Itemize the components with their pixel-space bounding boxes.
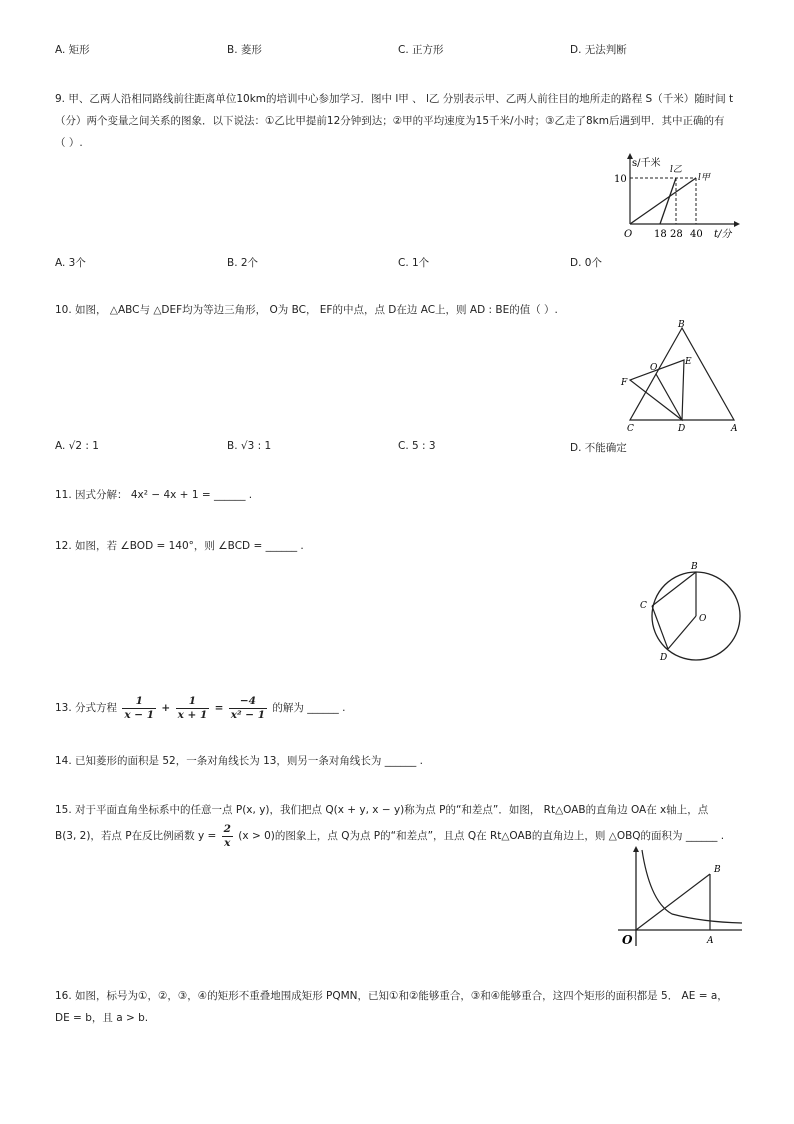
q9-line-1: 9. 甲、乙两人沿相同路线前往距离单位10km的培训中心参加学习．图中 l甲 、 l乙 分别表示甲、乙两人前往目的地所走的路程 S（千米）随时间 t xyxy=(55,93,734,105)
q9-option-c: C. 1个 xyxy=(398,257,430,269)
q9-y-tick: 10 xyxy=(614,174,627,185)
question-9 xyxy=(55,88,745,154)
q13-prefix: 13. 分式方程 xyxy=(55,702,118,714)
q8-option-b: B. 菱形 xyxy=(227,44,262,56)
q13-equals: = xyxy=(214,702,224,714)
q15-line-1: 15. 对于平面直角坐标系中的任意一点 P(x, y)，我们把点 Q(x + y, x − y)称为点 P的“和差点”．如图， Rt△OAB的直角边 OA在 x轴上，点 xyxy=(55,804,709,816)
q15-label-o: O xyxy=(622,933,633,947)
q10-option-c: C. 5 : 3 xyxy=(398,440,436,452)
q15-line-2b: (x > 0)的图象上，点 Q为点 P的“和差点”，且点 Q在 Rt△OAB的直角边上，则 △OBQ的面积为 ______ . xyxy=(238,830,725,842)
q14-text: 14. 已知菱形的面积是 52，一条对角线长为 13，则另一条对角线长为 ______ . xyxy=(55,755,423,767)
q9-option-a: A. 3个 xyxy=(55,257,86,269)
q9-option-d: D. 0个 xyxy=(570,257,602,269)
question-11 xyxy=(55,484,745,506)
q12-label-d: D xyxy=(660,653,668,663)
q9-x-label: t/分 xyxy=(714,229,732,240)
q10-label-d: D xyxy=(678,424,686,434)
q9-x-tick-28: 28 xyxy=(670,229,683,240)
q9-option-b: B. 2个 xyxy=(227,257,259,269)
q16-line-2: DE = b，且 a > b. xyxy=(55,1012,149,1024)
q10-label-e: E xyxy=(685,357,692,367)
q10-label-a: A xyxy=(731,424,738,434)
question-14 xyxy=(55,750,745,772)
q10-label-o: O xyxy=(650,363,658,373)
q10-label-c: C xyxy=(627,424,634,434)
q10-label-f: F xyxy=(621,378,628,388)
question-16 xyxy=(55,985,745,1029)
q10-option-b: B. √3 : 1 xyxy=(227,440,272,452)
q9-origin: O xyxy=(624,229,633,240)
question-15 xyxy=(55,799,745,851)
q9-distance-time-graph xyxy=(612,152,742,244)
q12-circle-figure xyxy=(634,558,744,664)
q12-label-b: B xyxy=(691,562,698,572)
q13-plus: + xyxy=(161,702,171,714)
question-13 xyxy=(55,690,745,726)
question-12 xyxy=(55,535,745,557)
q8-option-a: A. 矩形 xyxy=(55,44,90,56)
q15-label-a: A xyxy=(707,936,714,946)
q9-x-tick-18: 18 xyxy=(654,229,667,240)
q10-triangle-figure xyxy=(618,316,744,436)
q13-suffix: 的解为 ______ . xyxy=(272,702,346,714)
q15-coordinate-figure xyxy=(612,846,744,950)
q9-x-tick-40: 40 xyxy=(690,229,703,240)
q8-option-d: D. 无法判断 xyxy=(570,44,627,56)
q16-line-1: 16. 如图，标号为①，②，③，④的矩形不重叠地围成矩形 PQMN，已知①和②能够重合，③和④能够重合，这四个矩形的面积都是 5． AE = a， xyxy=(55,990,728,1002)
q10-label-b: B xyxy=(678,320,685,330)
q9-l-jia-label: l甲 xyxy=(698,173,710,183)
q9-line-2: （分）两个变量之间关系的图象．以下说法：①乙比甲提前12分钟到达；②甲的平均速度为15千米/小时；③乙走了8km后遇到甲．其中正确的有 xyxy=(55,115,725,127)
q13-fraction-1: $\frac{1}{x - 1}$ xyxy=(124,694,155,721)
q11-text: 11. 因式分解： 4x² − 4x + 1 = ______ . xyxy=(55,489,253,501)
q9-l-yi-label: l乙 xyxy=(670,165,682,175)
q8-option-c: C. 正方形 xyxy=(398,44,444,56)
q10-option-d: D. 不能确定 xyxy=(570,442,627,454)
q10-option-a: A. √2 : 1 xyxy=(55,440,99,452)
q10-line-1: 10. 如图， △ABC与 △DEF均为等边三角形， O为 BC， EF的中点，点 D在边 AC上，则 AD : BE的值（ ）. xyxy=(55,304,558,316)
q13-fraction-3: $\frac{-4}{\text{x² − 1}}$ xyxy=(230,694,266,721)
q15-line-2a: B(3, 2)，若点 P在反比例函数 y = xyxy=(55,830,217,842)
q12-label-c: C xyxy=(640,601,647,611)
q12-text: 12. 如图，若 ∠BOD = 140°，则 ∠BCD = ______ . xyxy=(55,540,304,552)
q9-y-label: s/千米 xyxy=(632,158,661,169)
q15-fraction: $\frac{2}{x}$ xyxy=(223,822,231,849)
q13-fraction-2: $\frac{1}{x + 1}$ xyxy=(177,694,208,721)
q15-label-b: B xyxy=(714,865,721,875)
q12-label-o: O xyxy=(699,614,707,624)
q9-line-3: （ ）. xyxy=(55,137,83,149)
